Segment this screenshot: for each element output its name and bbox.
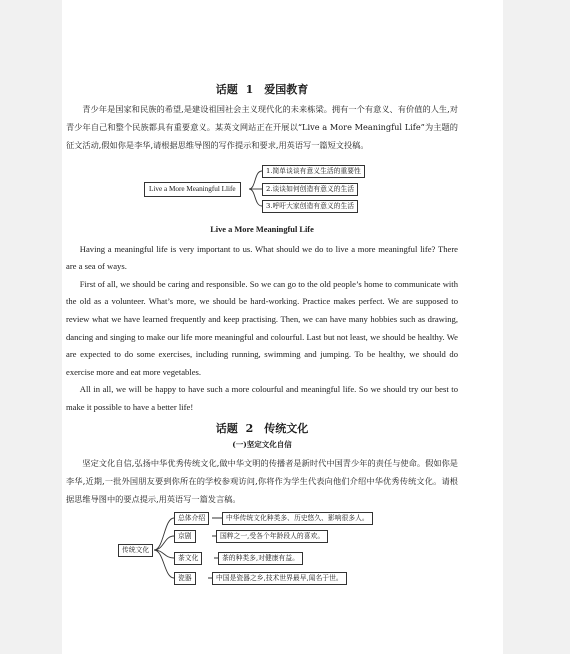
topic1-mindmap-branch-2: 2.谈谈如何创造有意义的生活 (262, 183, 358, 196)
topic1-prompt: 青少年是国家和民族的希望,是建设祖国社会主义现代化的未来栋梁。拥有一个有意义、有价值的人生,对青少年自己和整个民族都具有重要意义。某英文网站正在开展以“Live a More Meaningful Life”为主题的征文活动,假如你是李华,请根据思维导图的写作提示和要求,用英语写一篇短文投稿。 (66, 104, 458, 151)
topic2-branch-porcelain-detail: 中国是瓷器之乡,技术世界最早,闻名于世。 (212, 572, 347, 585)
essay-paragraph-2: First of all, we should be caring and responsible. So we can go to the old people’s home to communicate with the old as a volunteer. What’s more, we should be hard-working. Practice makes perfect. We are supposed to review what we have learned frequently and keep practising. Then, we can have many hobbies such as drawing, dancing and singing to make our life more meaningful and colourful. Last but not least, we should be healthy. We are expected to do some exercises, including running, swimming and jumping. To be healthy, we should do exercise more and eat more vegetables. (66, 278, 458, 377)
topic2-prompt: 坚定文化自信,弘扬中华优秀传统文化,做中华文明的传播者是新时代中国青少年的责任与使命。假如你是李华,近期,一批外国朋友要到你所在的学校参观访问,你将作为学生代表向他们介绍中华优秀传统文化。请根据思维导图中的要点提示,用英语写一篇发言稿。 (66, 457, 458, 504)
topic2-mindmap (66, 510, 458, 588)
viewer-margin-left (0, 0, 62, 654)
essay-paragraph-3: All in all, we will be happy to have such a more colourful and meaningful life. So we should try our best to make it possible to have a better life! (66, 384, 458, 412)
topic2-mindmap-root: 传统文化 (118, 544, 153, 557)
topic2-branch-porcelain-label: 瓷器 (174, 572, 196, 585)
topic2-branch-tea-culture-detail: 茶的种类多,对健康有益。 (218, 552, 303, 565)
document-page (62, 0, 503, 654)
topic2-subtitle: (一)坚定文化自信 (232, 439, 292, 449)
topic2-branch-overview-label: 总体介绍 (174, 512, 209, 525)
topic1-mindmap-branch-3: 3.呼吁大家创造有意义的生活 (262, 200, 358, 213)
topic1-mindmap-root: Live a More Meaningful Llife (144, 182, 241, 197)
topic1-mindmap-branch-1: 1.简单谈谈有意义生活的重要性 (262, 165, 365, 178)
topic1-mindmap (66, 159, 458, 217)
topic2-branch-tea-culture-label: 茶文化 (174, 552, 202, 565)
topic2-title: 话题 2 传统文化 (215, 421, 309, 435)
topic1-title: 话题 1 爱国教育 (215, 83, 309, 96)
topic2-branch-overview-detail: 中华传统文化种类多、历史悠久、影响很多人。 (222, 512, 373, 525)
page-content (66, 82, 458, 588)
topic2-branch-peking-opera-label: 京剧 (174, 530, 196, 543)
essay-title: Live a More Meaningful Life (210, 224, 314, 234)
viewer-margin-right (503, 0, 570, 654)
topic2-branch-peking-opera-detail: 国粹之一,受各个年龄段人的喜欢。 (216, 530, 328, 543)
essay-paragraph-1: Having a meaningful life is very important to us. What should we do to live a more meaningful life? There are a sea of ways. (66, 243, 458, 272)
